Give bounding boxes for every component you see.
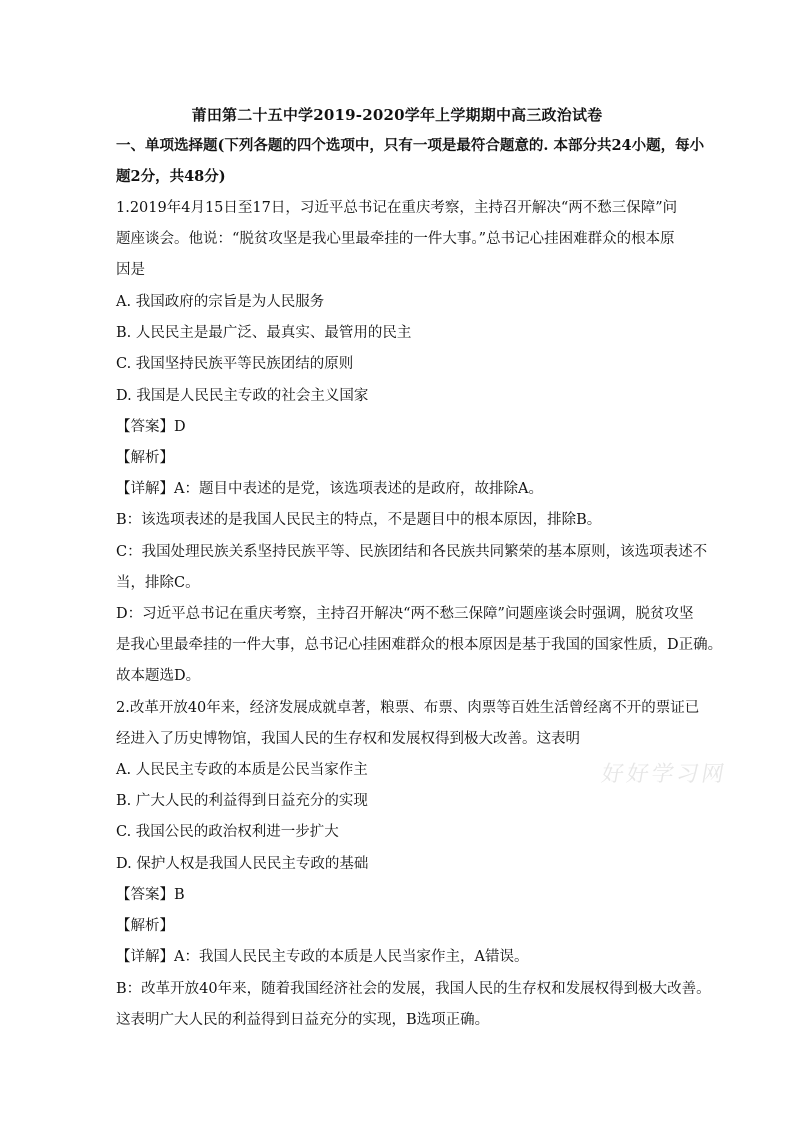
q1-stem-line1: 1.2019年4月15日至17日，习近平总书记在重庆考察，主持召开解决“两不愁三保障”问: [116, 200, 678, 216]
q2-detail-line3: 这表明广大人民的利益得到日益充分的实现，B选项正确。: [116, 1012, 490, 1028]
section-heading-line2: 题2分，共48分): [116, 168, 226, 185]
q1-detail-line7: 故本题选D。: [116, 668, 201, 684]
q2-option-b: B. 广大人民的利益得到日益充分的实现: [116, 793, 368, 809]
q1-stem-line2: 题座谈会。他说：“脱贫攻坚是我心里最牵挂的一件大事。”总书记心挂困难群众的根本原: [116, 231, 675, 247]
q1-detail-line5: D：习近平总书记在重庆考察，主持召开解决“两不愁三保障”问题座谈会时强调，脱贫攻坚: [116, 606, 694, 622]
q2-detail-line2: B：改革开放40年来，随着我国经济社会的发展，我国人民的生存权和发展权得到极大改善。: [116, 981, 711, 997]
section-heading-line1: 一、单项选择题(下列各题的四个选项中，只有一项是最符合题意的. 本部分共24小题，每小: [116, 137, 705, 154]
q1-stem-line3: 因是: [116, 262, 145, 278]
q2-stem-line1: 2.改革开放40年来，经济发展成就卓著，粮票、布票、肉票等百姓生活曾经离不开的票证已: [116, 700, 700, 716]
q1-detail-line3: C：我国处理民族关系坚持民族平等、民族团结和各民族共同繁荣的基本原则，该选项表述不: [116, 544, 708, 560]
q1-detail-line4: 当，排除C。: [116, 575, 200, 591]
q1-answer: 【答案】D: [116, 419, 186, 435]
q2-option-a: A. 人民民主专政的本质是公民当家作主: [116, 762, 368, 778]
q2-detail-line1: 【详解】A：我国人民民主专政的本质是人民当家作主，A错误。: [116, 949, 529, 965]
q1-option-c: C. 我国坚持民族平等民族团结的原则: [116, 356, 354, 372]
q1-detail-line1: 【详解】A：题目中表述的是党，该选项表述的是政府，故排除A。: [116, 481, 543, 497]
q2-stem-line2: 经进入了历史博物馆，我国人民的生存权和发展权得到极大改善。这表明: [116, 731, 580, 747]
q2-analysis-label: 【解析】: [116, 918, 174, 934]
q1-detail-line2: B：该选项表述的是我国人民民主的特点，不是题目中的根本原因，排除B。: [116, 512, 602, 528]
page-title: 莆田第二十五中学2019-2020学年上学期期中高三政治试卷: [191, 106, 603, 124]
q2-answer: 【答案】B: [116, 887, 185, 903]
q2-option-d: D. 保护人权是我国人民民主专政的基础: [116, 856, 369, 872]
q1-detail-line6: 是我心里最牵挂的一件大事，总书记心挂困难群众的根本原因是基于我国的国家性质，D正确。: [116, 637, 723, 653]
q1-analysis-label: 【解析】: [116, 450, 174, 466]
q1-option-a: A. 我国政府的宗旨是为人民服务: [116, 294, 325, 310]
q1-option-b: B. 人民民主是最广泛、最真实、最管用的民主: [116, 325, 412, 341]
watermark: 好好学习网: [599, 762, 729, 787]
q1-option-d: D. 我国是人民民主专政的社会主义国家: [116, 388, 369, 404]
q2-option-c: C. 我国公民的政治权利进一步扩大: [116, 824, 339, 840]
